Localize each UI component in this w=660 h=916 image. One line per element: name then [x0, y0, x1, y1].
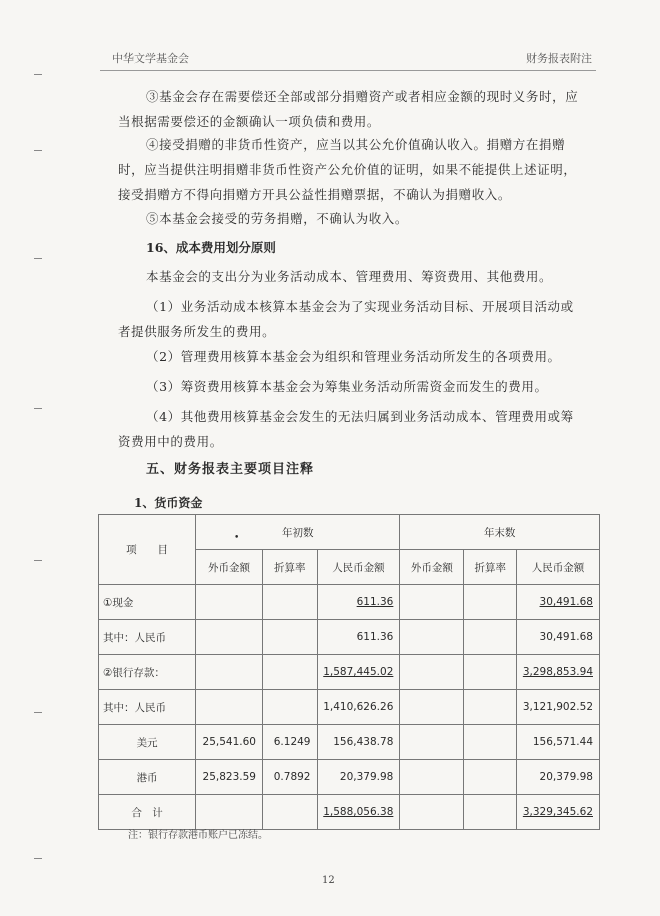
paragraph-cost-intro: 本基金会的支出分为业务活动成本、管理费用、筹资费用、其他费用。	[146, 269, 553, 284]
cell-end-rate	[464, 620, 517, 655]
cell-item: 合 计	[99, 795, 196, 830]
cell-begin-rate: 0.7892	[262, 760, 317, 795]
subheader-foreign: 外币金额	[400, 550, 464, 585]
cell-end-rate	[464, 760, 517, 795]
table-footnote: 注：银行存款港币账户已冻结。	[128, 830, 268, 841]
cell-end-rmb: 3,298,853.94	[517, 655, 600, 690]
cell-begin-foreign	[196, 655, 263, 690]
cash-table	[98, 514, 600, 830]
subheader-rate: 折算率	[464, 550, 517, 585]
cell-end-rmb: 30,491.68	[517, 585, 600, 620]
cell-begin-foreign	[196, 620, 263, 655]
binding-mark	[34, 408, 42, 409]
cell-end-rmb: 3,329,345.62	[517, 795, 600, 830]
cell-begin-rmb: 1,410,626.26	[317, 690, 400, 725]
binding-mark	[34, 712, 42, 713]
cell-end-rate	[464, 725, 517, 760]
cell-begin-rate: 6.1249	[262, 725, 317, 760]
cell-begin-foreign	[196, 690, 263, 725]
scan-speck: •	[234, 533, 240, 543]
binding-mark	[34, 74, 42, 75]
cell-end-rate	[464, 690, 517, 725]
table-row	[99, 655, 600, 690]
paragraph-cost-2: （2）管理费用核算本基金会为组织和管理业务活动所发生的各项费用。	[146, 349, 561, 364]
binding-mark	[34, 858, 42, 859]
cell-end-rmb: 20,379.98	[517, 760, 600, 795]
cell-begin-rate	[262, 620, 317, 655]
cell-end-foreign	[400, 655, 464, 690]
binding-mark	[34, 258, 42, 259]
paragraph-cost-1: （1）业务活动成本核算本基金会为了实现业务活动目标、开展项目活动或者提供服务所发生的费用。	[118, 299, 574, 339]
cell-end-rate	[464, 585, 517, 620]
header-section-name: 财务报表附注	[526, 52, 592, 65]
paragraph-cost-4: （4）其他费用核算基金会发生的无法归属到业务活动成本、管理费用或筹资费用中的费用。	[118, 409, 574, 449]
cell-begin-rmb: 1,587,445.02	[317, 655, 400, 690]
subheader-rmb: 人民币金额	[517, 550, 600, 585]
cell-end-foreign	[400, 585, 464, 620]
table-row	[99, 690, 600, 725]
cell-begin-rate	[262, 655, 317, 690]
page-number: 12	[322, 875, 335, 886]
cell-begin-rmb: 20,379.98	[317, 760, 400, 795]
cell-item: ②银行存款：	[99, 655, 196, 690]
cell-item: ①现金	[99, 585, 196, 620]
header-end-of-year: 年末数	[400, 515, 600, 550]
cell-end-rmb: 156,571.44	[517, 725, 600, 760]
paragraph-liability: ③基金会存在需要偿还全部或部分捐赠资产或者相应金额的现时义务时，应当根据需要偿还的金额确认一项负债和费用。	[118, 89, 579, 129]
table-row	[99, 725, 600, 760]
binding-mark	[34, 560, 42, 561]
cell-end-foreign	[400, 620, 464, 655]
cell-begin-rate	[262, 585, 317, 620]
cell-begin-rate	[262, 795, 317, 830]
cell-end-rate	[464, 795, 517, 830]
cell-item: 其中：人民币	[99, 620, 196, 655]
table-row	[99, 795, 600, 830]
cell-begin-foreign: 25,823.59	[196, 760, 263, 795]
subsection-heading-cash: 1、货币资金	[134, 496, 203, 510]
paragraph-labor-donation: ⑤本基金会接受的劳务捐赠，不确认为收入。	[146, 211, 409, 226]
section-heading-cost: 16、成本费用划分原则	[146, 240, 276, 255]
cell-end-rmb: 30,491.68	[517, 620, 600, 655]
cell-begin-rmb: 611.36	[317, 620, 400, 655]
subheader-rate: 折算率	[262, 550, 317, 585]
cell-item: 其中：人民币	[99, 690, 196, 725]
header-begin-of-year: 年初数	[196, 515, 400, 550]
cell-end-rmb: 3,121,902.52	[517, 690, 600, 725]
header-org-name: 中华文学基金会	[112, 52, 189, 65]
cell-end-foreign	[400, 795, 464, 830]
cell-begin-rate	[262, 690, 317, 725]
cell-begin-rmb: 611.36	[317, 585, 400, 620]
header-rule	[100, 70, 596, 71]
cell-end-foreign	[400, 760, 464, 795]
cell-begin-rmb: 1,588,056.38	[317, 795, 400, 830]
cell-begin-foreign	[196, 585, 263, 620]
cell-end-foreign	[400, 725, 464, 760]
table-row	[99, 585, 600, 620]
cell-item: 港币	[99, 760, 196, 795]
cell-end-rate	[464, 655, 517, 690]
section-heading-notes: 五、财务报表主要项目注释	[146, 462, 315, 477]
paragraph-noncash-donation: ④接受捐赠的非货币性资产，应当以其公允价值确认收入。捐赠方在捐赠时，应当提供注明捐赠非货币性资产公允价值的证明，如果不能提供上述证明，接受捐赠方不得向捐赠方开具公益性捐赠票据，不确认为捐赠收入。	[118, 137, 577, 202]
cell-begin-foreign	[196, 795, 263, 830]
cell-end-foreign	[400, 690, 464, 725]
table-row	[99, 760, 600, 795]
cell-begin-foreign: 25,541.60	[196, 725, 263, 760]
paragraph-cost-3: （3）筹资费用核算本基金会为筹集业务活动所需资金而发生的费用。	[146, 379, 548, 394]
subheader-rmb: 人民币金额	[317, 550, 400, 585]
cell-begin-rmb: 156,438.78	[317, 725, 400, 760]
table-row	[99, 620, 600, 655]
header-item: 项 目	[99, 515, 196, 585]
subheader-foreign: 外币金额	[196, 550, 263, 585]
binding-mark	[34, 150, 42, 151]
cell-item: 美元	[99, 725, 196, 760]
